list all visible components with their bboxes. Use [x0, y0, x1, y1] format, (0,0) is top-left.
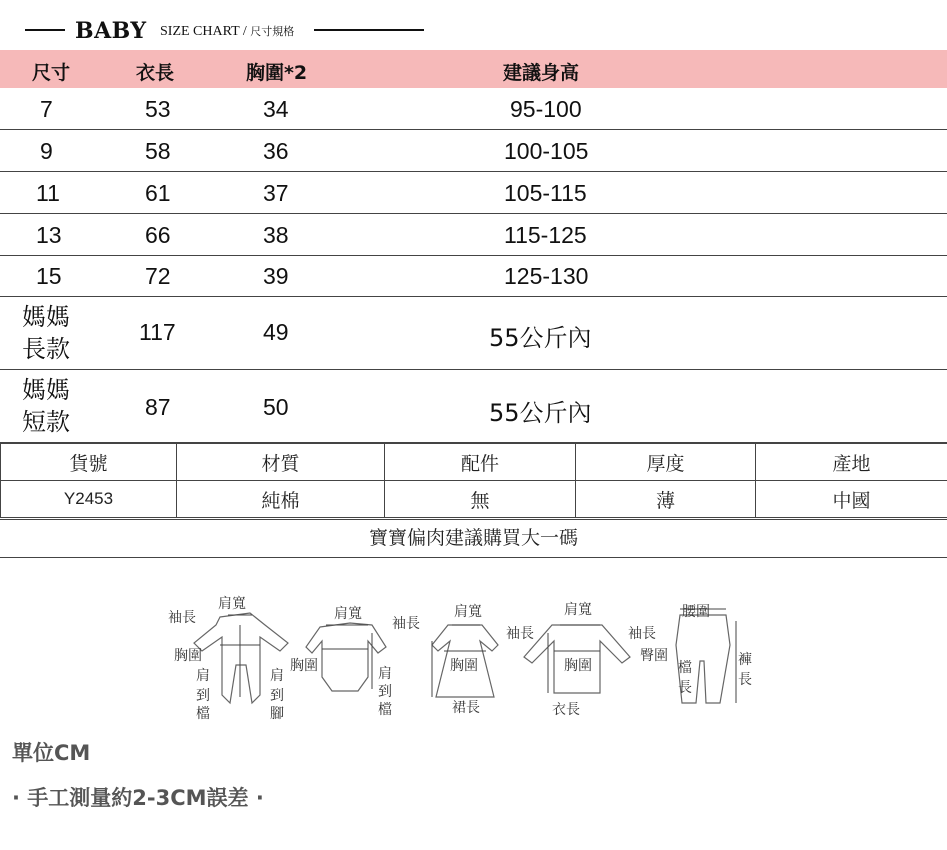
label-to-1: 到 [196, 688, 210, 704]
col-header-chest: 胸圍*2 [246, 62, 308, 84]
label-to-3: 到 [378, 684, 392, 700]
label-shoulder-2: 肩寬 [334, 606, 362, 622]
cell-length: 117 [139, 319, 176, 345]
cell-length: 61 [145, 180, 171, 206]
info-item-no: Y2453 [1, 481, 177, 518]
label-shoulder-to-1: 肩 [196, 668, 210, 684]
label-rise-2: 長 [678, 680, 692, 696]
info-header-item-no: 貨號 [1, 444, 177, 481]
cell-size-line2: 長款 [22, 335, 70, 363]
info-header-thickness: 厚度 [576, 444, 756, 481]
info-thickness: 薄 [576, 481, 756, 518]
table-row [0, 88, 947, 130]
cell-size-line1: 媽媽 [22, 376, 70, 404]
cell-height: 125-130 [504, 263, 589, 289]
cell-size: 13 [36, 222, 62, 248]
label-hip: 臀圍 [640, 648, 668, 664]
table-row [0, 130, 947, 172]
info-header-origin: 產地 [756, 444, 947, 481]
label-chest-1: 胸圍 [174, 648, 202, 664]
cell-height: 95-100 [510, 96, 582, 122]
cell-length: 72 [145, 263, 171, 289]
label-shoulder-to-2: 肩 [270, 668, 284, 684]
measurement-diagrams [160, 585, 760, 725]
table-row [0, 370, 947, 443]
table-row [0, 297, 947, 370]
label-waist: 腰圍 [682, 604, 710, 620]
cell-height: 115-125 [504, 222, 587, 248]
cell-size-line2: 短款 [22, 408, 70, 436]
measure-error-note: · 手工測量約2-3CM誤差 · [12, 786, 264, 810]
cell-chest: 39 [263, 263, 289, 289]
cell-chest: 36 [263, 138, 289, 164]
cell-length: 66 [145, 222, 171, 248]
header-right-rule [314, 29, 424, 31]
label-sleeve-1: 袖長 [168, 610, 196, 626]
bodysuit-icon [306, 623, 386, 691]
label-chest-4: 胸圍 [564, 658, 592, 674]
label-shoulder-1: 肩寬 [218, 596, 246, 612]
subtitle-zh: 尺寸規格 [250, 25, 295, 38]
cell-height: 100-105 [504, 138, 589, 164]
label-to-2: 到 [270, 688, 284, 704]
cell-chest: 50 [263, 394, 289, 420]
product-info-table [0, 443, 947, 518]
cell-chest: 37 [263, 180, 289, 206]
label-skirt-length: 裙長 [452, 700, 480, 716]
cell-chest: 38 [263, 222, 289, 248]
table-row [0, 256, 947, 297]
cell-size: 11 [36, 180, 60, 206]
cell-chest: 49 [263, 319, 289, 345]
label-foot: 腳 [270, 706, 284, 722]
cell-length: 53 [145, 96, 171, 122]
table-row [0, 172, 947, 214]
col-header-length: 衣長 [136, 62, 175, 84]
cell-size: 15 [36, 263, 62, 289]
cell-size-line1: 媽媽 [22, 303, 70, 331]
label-chest-2: 胸圍 [290, 658, 318, 674]
cell-height: 105-115 [504, 180, 587, 206]
cell-length: 58 [145, 138, 171, 164]
info-value-row [1, 481, 947, 518]
size-chart-header [0, 18, 947, 44]
label-shoulder-3: 肩寬 [454, 604, 482, 620]
label-shoulder-4: 肩寬 [564, 602, 592, 618]
cell-size: 7 [40, 96, 53, 122]
unit-note: 單位CM [12, 741, 91, 765]
sizing-tip: 寶寶偏肉建議購買大一碼 [0, 519, 947, 558]
subtitle-separator: / [242, 24, 247, 39]
subtitle-en: SIZE CHART [160, 24, 240, 39]
table-row [0, 214, 947, 256]
label-pants-length-1: 褲 [738, 652, 752, 668]
header-left-rule [25, 29, 65, 31]
label-crotch-3: 檔 [378, 702, 392, 718]
label-sleeve-2: 袖長 [392, 616, 420, 632]
cell-length: 87 [145, 394, 171, 420]
label-pants-length-2: 長 [738, 672, 752, 688]
label-garment-length: 衣長 [552, 702, 580, 718]
cell-height: 55公斤內 [489, 324, 592, 352]
cell-size: 9 [40, 138, 53, 164]
header-subtitle [160, 23, 294, 40]
label-shoulder-to-3: 肩 [378, 666, 392, 682]
label-sleeve-3: 袖長 [506, 626, 534, 642]
col-header-height: 建議身高 [503, 62, 580, 84]
col-header-size: 尺寸 [32, 62, 71, 84]
info-origin: 中國 [756, 481, 947, 518]
info-accessories: 無 [385, 481, 576, 518]
info-header-accessories: 配件 [385, 444, 576, 481]
label-sleeve-4: 袖長 [628, 626, 656, 642]
label-crotch-1: 檔 [196, 706, 210, 722]
info-header-row [1, 444, 947, 481]
label-rise-1: 檔 [678, 660, 692, 676]
cell-height: 55公斤內 [489, 399, 592, 427]
label-chest-3: 胸圍 [450, 658, 478, 674]
info-header-material: 材質 [177, 444, 385, 481]
info-material: 純棉 [177, 481, 385, 518]
brand-title: BABY [75, 18, 147, 44]
cell-chest: 34 [263, 96, 289, 122]
